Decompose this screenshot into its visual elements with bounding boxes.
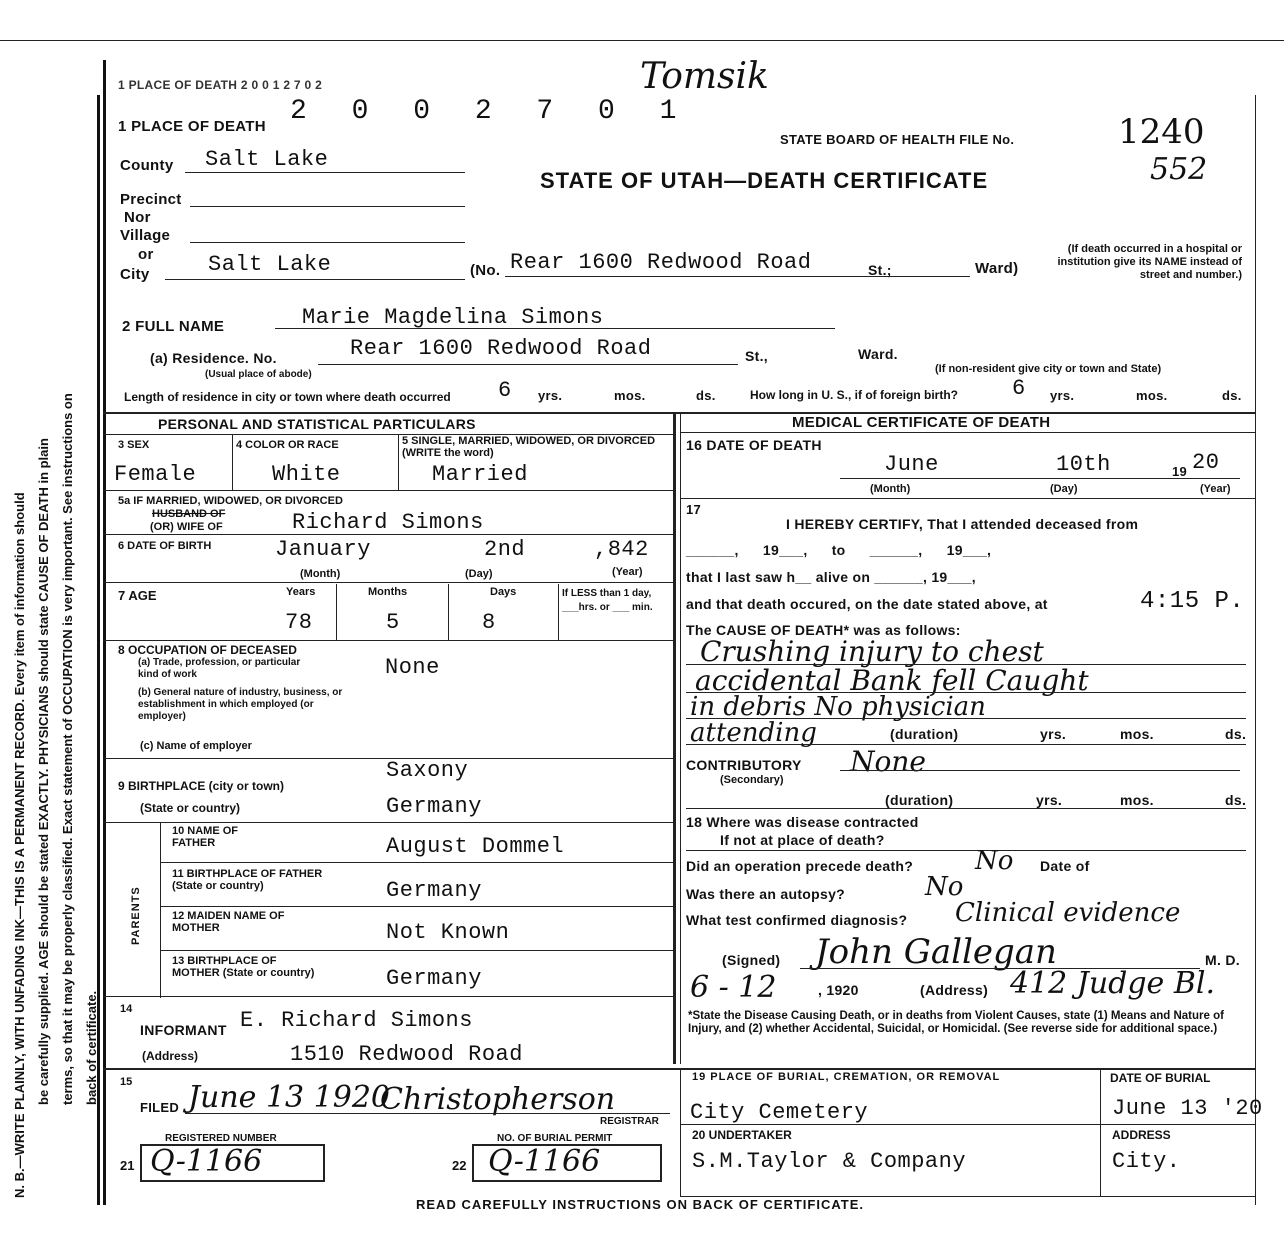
row12-line (160, 950, 673, 951)
personal-header: PERSONAL AND STATISTICAL PARTICULARS (158, 416, 476, 432)
autopsy-value: No (925, 872, 964, 902)
precinct-line (190, 206, 465, 207)
stamp-number: 2 0 0 2 7 0 1 (290, 96, 691, 127)
cause-line-3: in debris No physician (690, 692, 986, 722)
reg-number-label: REGISTERED NUMBER (165, 1133, 277, 1144)
color-value: White (272, 462, 341, 487)
row9-line (103, 822, 673, 823)
cause-line-4-rule (686, 744, 1246, 745)
filed-label: FILED (140, 1100, 180, 1115)
sex-label: 3 SEX (118, 439, 150, 451)
cause-line-2: accidental Bank fell Caught (695, 664, 1089, 697)
marital-label: 5 SINGLE, MARRIED, WIDOWED, OR DIVORCED (WRITE the word) (402, 435, 656, 459)
us-yrs: 6 (1012, 376, 1026, 401)
operation-value: No (975, 846, 1014, 876)
sign-date: 6 - 12 (690, 970, 777, 1005)
file-no-label: STATE BOARD OF HEALTH FILE No. (780, 132, 1015, 147)
hospital-note: (If death occurred in a hospital or institution give its NAME instead of street and number.) (1057, 243, 1242, 281)
marital-value: Married (432, 462, 528, 487)
sign-year: , 1920 (818, 982, 859, 998)
no-label: (No. (470, 262, 501, 279)
top-line: 1 PLACE OF DEATH 2 0 0 1 2 7 0 2 (118, 78, 323, 92)
informant-no: 14 (120, 1003, 133, 1015)
length-residence-label: Length of residence in city or town where death occurred (124, 390, 451, 404)
operation-label: Did an operation precede death? (686, 858, 914, 874)
center-divider (673, 412, 676, 1064)
footer-note: READ CAREFULLY INSTRUCTIONS ON BACK OF CERTIFICATE. (416, 1197, 864, 1212)
age-div-2 (448, 584, 449, 640)
place-of-death-label: 1 PLACE OF DEATH (118, 118, 266, 135)
row5a-line (103, 534, 673, 535)
age-days: 8 (482, 610, 496, 635)
informant-address: 1510 Redwood Road (290, 1042, 523, 1067)
sex-value: Female (114, 462, 197, 487)
years-header: Years (286, 586, 316, 598)
spouse-value: Richard Simons (292, 510, 484, 535)
dod-year-prefix: 19 (1172, 464, 1188, 479)
undertaker-label: 20 UNDERTAKER (692, 1128, 792, 1142)
contributory-label: CONTRIBUTORY (686, 757, 802, 773)
length-ds-label: ds. (696, 388, 716, 403)
address-line (505, 276, 970, 277)
dob-month: January (275, 537, 371, 562)
sign-address: 412 Judge Bl. (1010, 966, 1216, 1001)
dod-day: 10th (1056, 452, 1111, 477)
father-label: 10 NAME OF FATHER (172, 825, 239, 849)
contributory-value: None (850, 745, 926, 778)
sex-divider (232, 434, 233, 490)
dob-day: 2nd (484, 537, 526, 562)
row7-line (103, 640, 673, 641)
dob-day-caption: (Day) (465, 568, 493, 580)
father-value: August Dommel (386, 834, 565, 859)
sidebar-line-1: N. B.—WRITE PLAINLY, WITH UNFADING INK—THIS IS A PERMANENT RECORD. Every item of information should (12, 492, 27, 1198)
ut-address-label: ADDRESS (1112, 1128, 1171, 1142)
death-time: 4:15 P. (1140, 588, 1245, 615)
sign-address-label: (Address) (920, 982, 989, 998)
months-header: Months (368, 586, 408, 598)
test-label: What test confirmed diagnosis? (686, 912, 908, 928)
duration-2: (duration) (885, 792, 954, 808)
full-name-line (275, 328, 835, 329)
county-value: Salt Lake (205, 147, 329, 172)
signed-label: (Signed) (722, 952, 781, 968)
sidebar-line-4: back of certificate. (84, 990, 99, 1105)
reg-prefix: 21 (120, 1158, 135, 1173)
burial-date: June 13 '20 (1112, 1096, 1263, 1121)
us-label: How long in U. S., if of foreign birth? (750, 388, 958, 402)
age-months: 5 (386, 610, 400, 635)
q18: 18 Where was disease contracted (686, 814, 919, 830)
mother-bp-value: Germany (386, 966, 482, 991)
birthplace-state-caption: (State or country) (140, 801, 241, 815)
mother-label: 12 MAIDEN NAME OF MOTHER (172, 910, 285, 934)
residence-value: Rear 1600 Redwood Road (350, 336, 652, 361)
contributory-rule (840, 770, 1240, 771)
md-label: M. D. (1205, 952, 1240, 968)
filed-no: 15 (120, 1076, 133, 1088)
filed-line (185, 1113, 670, 1114)
days-header: Days (490, 586, 517, 598)
burial-row-line (680, 1124, 1255, 1125)
top-edge-line (0, 40, 1284, 41)
father-bp-value: Germany (386, 878, 482, 903)
informant-value: E. Richard Simons (240, 1008, 473, 1033)
outer-left-border-2 (103, 60, 106, 1205)
village-line (190, 242, 465, 243)
age-div-1 (336, 584, 337, 640)
county-line (185, 172, 465, 173)
us-mos-label: mos. (1136, 388, 1168, 403)
residence-st: St., (745, 348, 768, 364)
city-value: Salt Lake (208, 252, 332, 277)
occupation-b: (b) General nature of industry, business, or establishment in which employed (or employer) (138, 687, 343, 722)
top-name: Tomsik (640, 56, 769, 97)
parents-divider (160, 822, 161, 998)
informant-address-label: (Address) (142, 1049, 199, 1063)
us-yrs-label: yrs. (1050, 388, 1075, 403)
mother-value: Not Known (386, 920, 510, 945)
file-no: 1240 (1118, 112, 1205, 152)
row14-line (103, 1068, 1255, 1070)
color-divider (398, 434, 399, 490)
birthplace-label: 9 BIRTHPLACE (city or town) (118, 779, 285, 793)
informant-label: INFORMANT (140, 1022, 227, 1038)
row13-line (103, 996, 673, 997)
residence-line (318, 364, 738, 365)
residence-ward: Ward. (858, 346, 898, 362)
undertaker-value: S.M.Taylor & Company (692, 1149, 967, 1174)
row10-line (160, 862, 673, 863)
occured-line: and that death occured, on the date stated above, at (686, 596, 1048, 612)
sidebar-line-2: be carefully supplied. AGE should be stated EXACTLY. PHYSICIANS should state CAUSE OF DEATH in plain (36, 438, 51, 1105)
registrar-label: REGISTRAR (600, 1116, 659, 1127)
date-of-label: Date of (1040, 858, 1090, 874)
dod-day-caption: (Day) (1050, 483, 1078, 495)
no-17: 17 (686, 502, 702, 517)
burial-permit-label: NO. OF BURIAL PERMIT (497, 1133, 613, 1144)
cause-label: The CAUSE OF DEATH* was as follows: (686, 622, 961, 638)
occupation-c: (c) Name of employer (140, 740, 252, 752)
dod-line (840, 478, 1240, 479)
dod-label: 16 DATE OF DEATH (686, 437, 822, 453)
birthplace-country: Germany (386, 794, 482, 819)
permit-prefix: 22 (452, 1158, 467, 1173)
age-div-3 (558, 584, 559, 640)
center-divider-2 (680, 412, 681, 1064)
duration-2-mos: mos. (1120, 792, 1154, 808)
duration-1: (duration) (890, 726, 959, 742)
us-ds-label: ds. (1222, 388, 1242, 403)
birthplace-city: Saxony (386, 758, 469, 783)
burial-label: 19 PLACE OF BURIAL, CREMATION, OR REMOVAL (692, 1071, 1001, 1083)
or-label: or (138, 246, 154, 263)
duration-2-ds: ds. (1225, 792, 1247, 808)
duration-1-mos: mos. (1120, 726, 1154, 742)
city-label: City (120, 266, 150, 283)
dod-year-caption: (Year) (1200, 483, 1231, 495)
sidebar-line-3: terms, so that it may be properly classified. Exact statement of OCCUPATION is very important. See instructions on (60, 393, 75, 1105)
dod-month: June (884, 452, 939, 477)
saw-line: that I last saw h__ alive on ______, 19___, (686, 569, 976, 585)
father-bp-label: 11 BIRTHPLACE OF FATHER (State or country) (172, 868, 323, 892)
cause-line-1: Crushing injury to chest (700, 635, 1044, 668)
dod-month-caption: (Month) (870, 483, 911, 495)
length-yrs-label: yrs. (538, 388, 563, 403)
occupation-value: None (385, 655, 440, 680)
age-label: 7 AGE (118, 588, 157, 603)
row3-line (103, 490, 673, 491)
duration-1-ds: ds. (1225, 726, 1247, 742)
color-label: 4 COLOR OR RACE (236, 439, 339, 451)
autopsy-label: Was there an autopsy? (686, 886, 846, 902)
file-sub: 552 (1150, 152, 1208, 187)
village-label: Village (120, 227, 171, 244)
medical-header: MEDICAL CERTIFICATE OF DEATH (792, 414, 1051, 431)
duration-2-rule (686, 808, 1246, 809)
row6-line (103, 582, 673, 583)
dod-row-line (680, 498, 1255, 499)
duration-1-yrs: yrs. (1040, 726, 1067, 742)
attend-line: ______, 19___, to ______, 19___, (686, 542, 992, 558)
occupation-a: (a) Trade, profession, or particular kind of work (138, 657, 301, 680)
length-yrs: 6 (498, 378, 512, 403)
address-value: Rear 1600 Redwood Road (510, 250, 812, 275)
burial-date-label: DATE OF BURIAL (1110, 1071, 1211, 1085)
certify-text: I HEREBY CERTIFY, That I attended deceased from (786, 516, 1139, 532)
spouse-label-2: HUSBAND OF (152, 508, 226, 520)
burial-permit-value: Q-1166 (488, 1144, 601, 1179)
dob-month-caption: (Month) (300, 568, 341, 580)
cause-line-4: attending (690, 718, 817, 748)
usual-abode: (Usual place of abode) (205, 369, 312, 380)
filed-value: June 13 1920 (188, 1080, 391, 1115)
occupation-label: 8 OCCUPATION OF DECEASED (118, 643, 297, 657)
full-name-value: Marie Magdelina Simons (302, 305, 604, 330)
county-label: County (120, 157, 174, 174)
nor-label: Nor (124, 209, 151, 226)
parents-label: PARENTS (130, 886, 142, 945)
dob-year: ,842 (594, 537, 649, 562)
ut-address: City. (1112, 1149, 1181, 1174)
medical-header-line (680, 432, 1255, 433)
spouse-label-1: 5a IF MARRIED, WIDOWED, OR DIVORCED (118, 495, 343, 507)
section-top-line (103, 412, 1255, 414)
cause-footnote: *State the Disease Causing Death, or in deaths from Violent Causes, state (1) Means and Nature of Injury, and (2) whether Accidental, Suicidal, or Homicidal. (See reverse side for additional space.) (688, 1010, 1224, 1035)
non-resident-note: (If non-resident give city or town and State) (935, 363, 1162, 375)
residence-label: (a) Residence. No. (150, 350, 277, 366)
less-than-note: If LESS than 1 day, ___hrs. or ___ min. (562, 588, 653, 613)
duration-2-yrs: yrs. (1036, 792, 1063, 808)
reg-number-value: Q-1166 (150, 1144, 263, 1179)
dod-year: 20 (1192, 450, 1220, 475)
registrar-signature: Christopherson (380, 1082, 616, 1117)
full-name-label: 2 FULL NAME (122, 318, 225, 335)
burial-divider (1100, 1068, 1101, 1196)
ward-label: Ward) (975, 260, 1019, 277)
spouse-label-3: (OR) WIFE OF (150, 521, 223, 533)
precinct-label: Precinct (120, 191, 182, 208)
st-label: St.; (868, 262, 892, 278)
mother-bp-label: 13 BIRTHPLACE OF MOTHER (State or country) (172, 955, 315, 979)
length-mos-label: mos. (614, 388, 646, 403)
burial-place: City Cemetery (690, 1100, 869, 1125)
outer-right-border (1255, 95, 1256, 1205)
secondary-caption: (Secondary) (720, 774, 784, 786)
age-years: 78 (285, 610, 313, 635)
dob-label: 6 DATE OF BIRTH (118, 540, 212, 552)
signed-value: John Gallegan (815, 932, 1057, 972)
bottom-right-left-border (680, 1068, 681, 1196)
row11-line (160, 906, 673, 907)
dob-year-caption: (Year) (612, 566, 643, 578)
q18b: If not at place of death? (720, 832, 885, 848)
city-line (165, 279, 465, 280)
test-value: Clinical evidence (955, 898, 1181, 928)
certificate-title: STATE OF UTAH—DEATH CERTIFICATE (540, 168, 989, 193)
q18-rule (686, 850, 1246, 851)
